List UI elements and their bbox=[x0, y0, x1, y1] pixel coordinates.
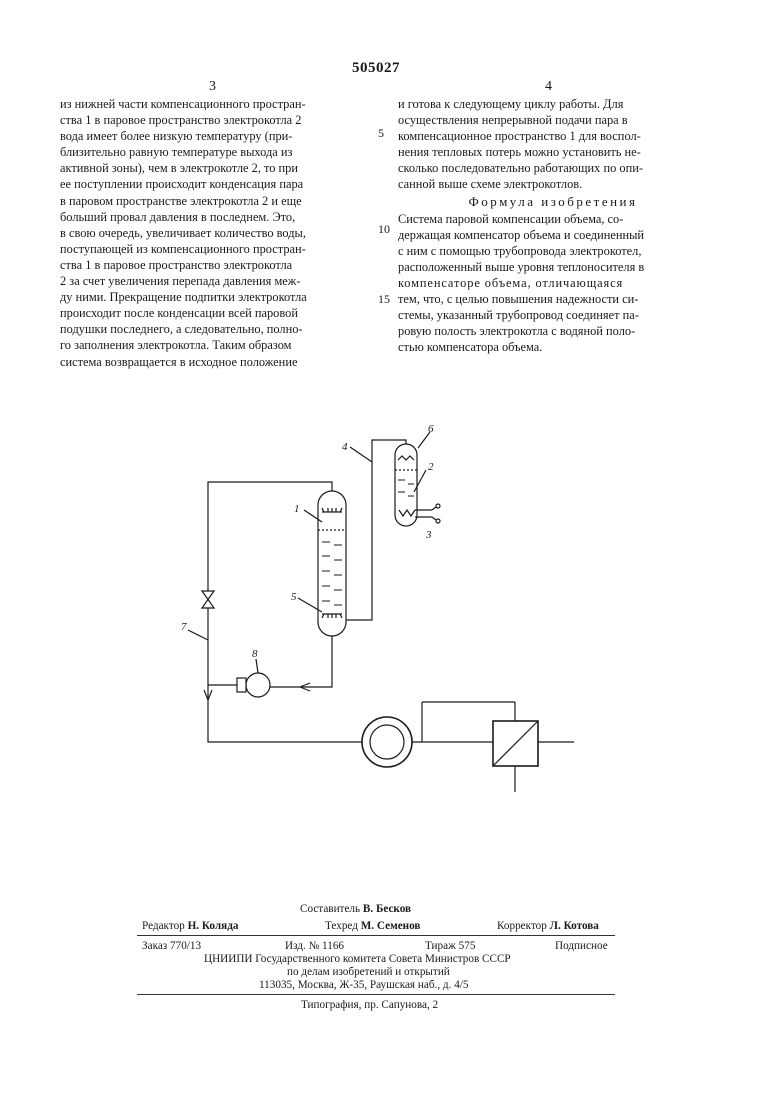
text-line: происходит после конденсации всей паровой bbox=[60, 306, 298, 321]
text-line: го заполнения электрокотла. Таким образом bbox=[60, 338, 292, 353]
text-line: ее поступлении происходит конденсация пара bbox=[60, 177, 304, 192]
text-line: и готова к следующему циклу работы. Для bbox=[398, 97, 624, 111]
text-line: в паровом пространстве электрокотла 2 и еще bbox=[60, 193, 302, 208]
right-column-number: 4 bbox=[545, 79, 552, 94]
techred-label: Техред bbox=[325, 920, 358, 932]
patent-number: 505027 bbox=[352, 60, 400, 76]
text-line: система возвращается в исходное положение bbox=[60, 354, 298, 369]
margin-line-number: 5 bbox=[378, 126, 384, 140]
footer-divider bbox=[137, 994, 615, 995]
text-line: больший провал давления в последнем. Это, bbox=[60, 209, 296, 224]
label-5: 5 bbox=[291, 591, 297, 603]
text-line: Система паровой компенсации объема, со- bbox=[398, 211, 624, 226]
label-8: 8 bbox=[252, 648, 258, 660]
techred-line bbox=[325, 920, 420, 932]
margin-line-number: 10 bbox=[378, 222, 390, 236]
text-line: в свою очередь, увеличивает количество воды, bbox=[60, 225, 306, 240]
org-line-2: по делам изобретений и открытий bbox=[287, 966, 450, 978]
text-line: подушки последнего, а следовательно, полно- bbox=[60, 322, 303, 337]
editor-label: Редактор bbox=[142, 920, 185, 932]
label-2: 2 bbox=[428, 461, 434, 473]
margin-line-number: 15 bbox=[378, 292, 390, 306]
org-line-1: ЦНИИПИ Государственного комитета Совета Министров СССР bbox=[204, 953, 511, 965]
editor-name: Н. Коляда bbox=[187, 920, 239, 932]
text-line: вода имеет более низкую температуру (при- bbox=[60, 129, 293, 144]
corrector-name: Л. Котова bbox=[549, 920, 599, 932]
compiler-name: В. Бесков bbox=[362, 903, 412, 915]
text-line: стью компенсатора объема. bbox=[398, 340, 543, 355]
text-line: тем, что, с целью повышения надежности си- bbox=[398, 292, 639, 307]
circulation: Тираж 575 bbox=[425, 940, 476, 952]
text-line: ровую полость электрокотла с водяной поло- bbox=[398, 324, 636, 339]
text-line: ду ними. Прекращение подпитки электрокотла bbox=[60, 290, 307, 305]
text-line: расположенный выше уровня теплоносителя в bbox=[398, 259, 645, 274]
text-line: ства 1 в паровое пространство электрокотла 2 bbox=[60, 113, 302, 128]
techred-name: М. Семенов bbox=[360, 920, 421, 932]
text-line: 2 за счет увеличения перепада давления меж- bbox=[60, 274, 301, 289]
org-line-3: 113035, Москва, Ж-35, Раушская наб., д. 4/5 bbox=[259, 979, 469, 991]
text-line: санной выше схеме электрокотлов. bbox=[398, 177, 583, 192]
subscription: Подписное bbox=[555, 940, 608, 952]
compiler-label: Составитель bbox=[300, 903, 361, 915]
footer-divider bbox=[137, 935, 615, 936]
text-line: активной зоны), чем в электрокотле 2, то при bbox=[60, 161, 299, 176]
text-line: поступающей из компенсационного простран- bbox=[60, 241, 306, 256]
issue-number: Изд. № 1166 bbox=[285, 940, 345, 952]
left-column-number: 3 bbox=[209, 79, 216, 94]
text-line: держащая компенсатор объема и соединенный bbox=[398, 227, 645, 242]
label-4: 4 bbox=[342, 441, 348, 453]
electroboiler-vessel bbox=[395, 444, 417, 526]
label-6: 6 bbox=[428, 423, 434, 435]
editor-line bbox=[142, 920, 238, 932]
text-line: с ним с помощью трубопровода электрокотел, bbox=[398, 243, 642, 258]
corrector-line bbox=[497, 920, 599, 932]
corrector-label: Корректор bbox=[497, 920, 547, 932]
text-line: нения тепловых потерь можно установить не- bbox=[398, 145, 641, 160]
compiler-line bbox=[300, 903, 411, 915]
text-line: сколько последовательно работающих по опи- bbox=[398, 161, 643, 176]
text-line: стемы, указанный трубопровод соединяет па- bbox=[398, 308, 639, 323]
text-line: осуществления непрерывной подачи пара в bbox=[398, 113, 628, 128]
label-1: 1 bbox=[294, 503, 300, 515]
label-3: 3 bbox=[426, 529, 432, 541]
order-number: Заказ 770/13 bbox=[142, 940, 202, 952]
text-line: близительно равную температуре выхода из bbox=[60, 145, 293, 160]
text-line: компенсационное пространство 1 для воспол- bbox=[398, 129, 641, 144]
printer-line: Типография, пр. Сапунова, 2 bbox=[301, 999, 439, 1011]
label-7: 7 bbox=[181, 621, 187, 633]
text-line: компенсаторе объема, отличающаяся bbox=[398, 276, 624, 291]
text-line: из нижней части компенсационного простран- bbox=[60, 97, 306, 111]
claims-heading: Формула изобретения bbox=[468, 193, 638, 209]
text-line: ства 1 в паровое пространство электрокотла bbox=[60, 257, 293, 272]
